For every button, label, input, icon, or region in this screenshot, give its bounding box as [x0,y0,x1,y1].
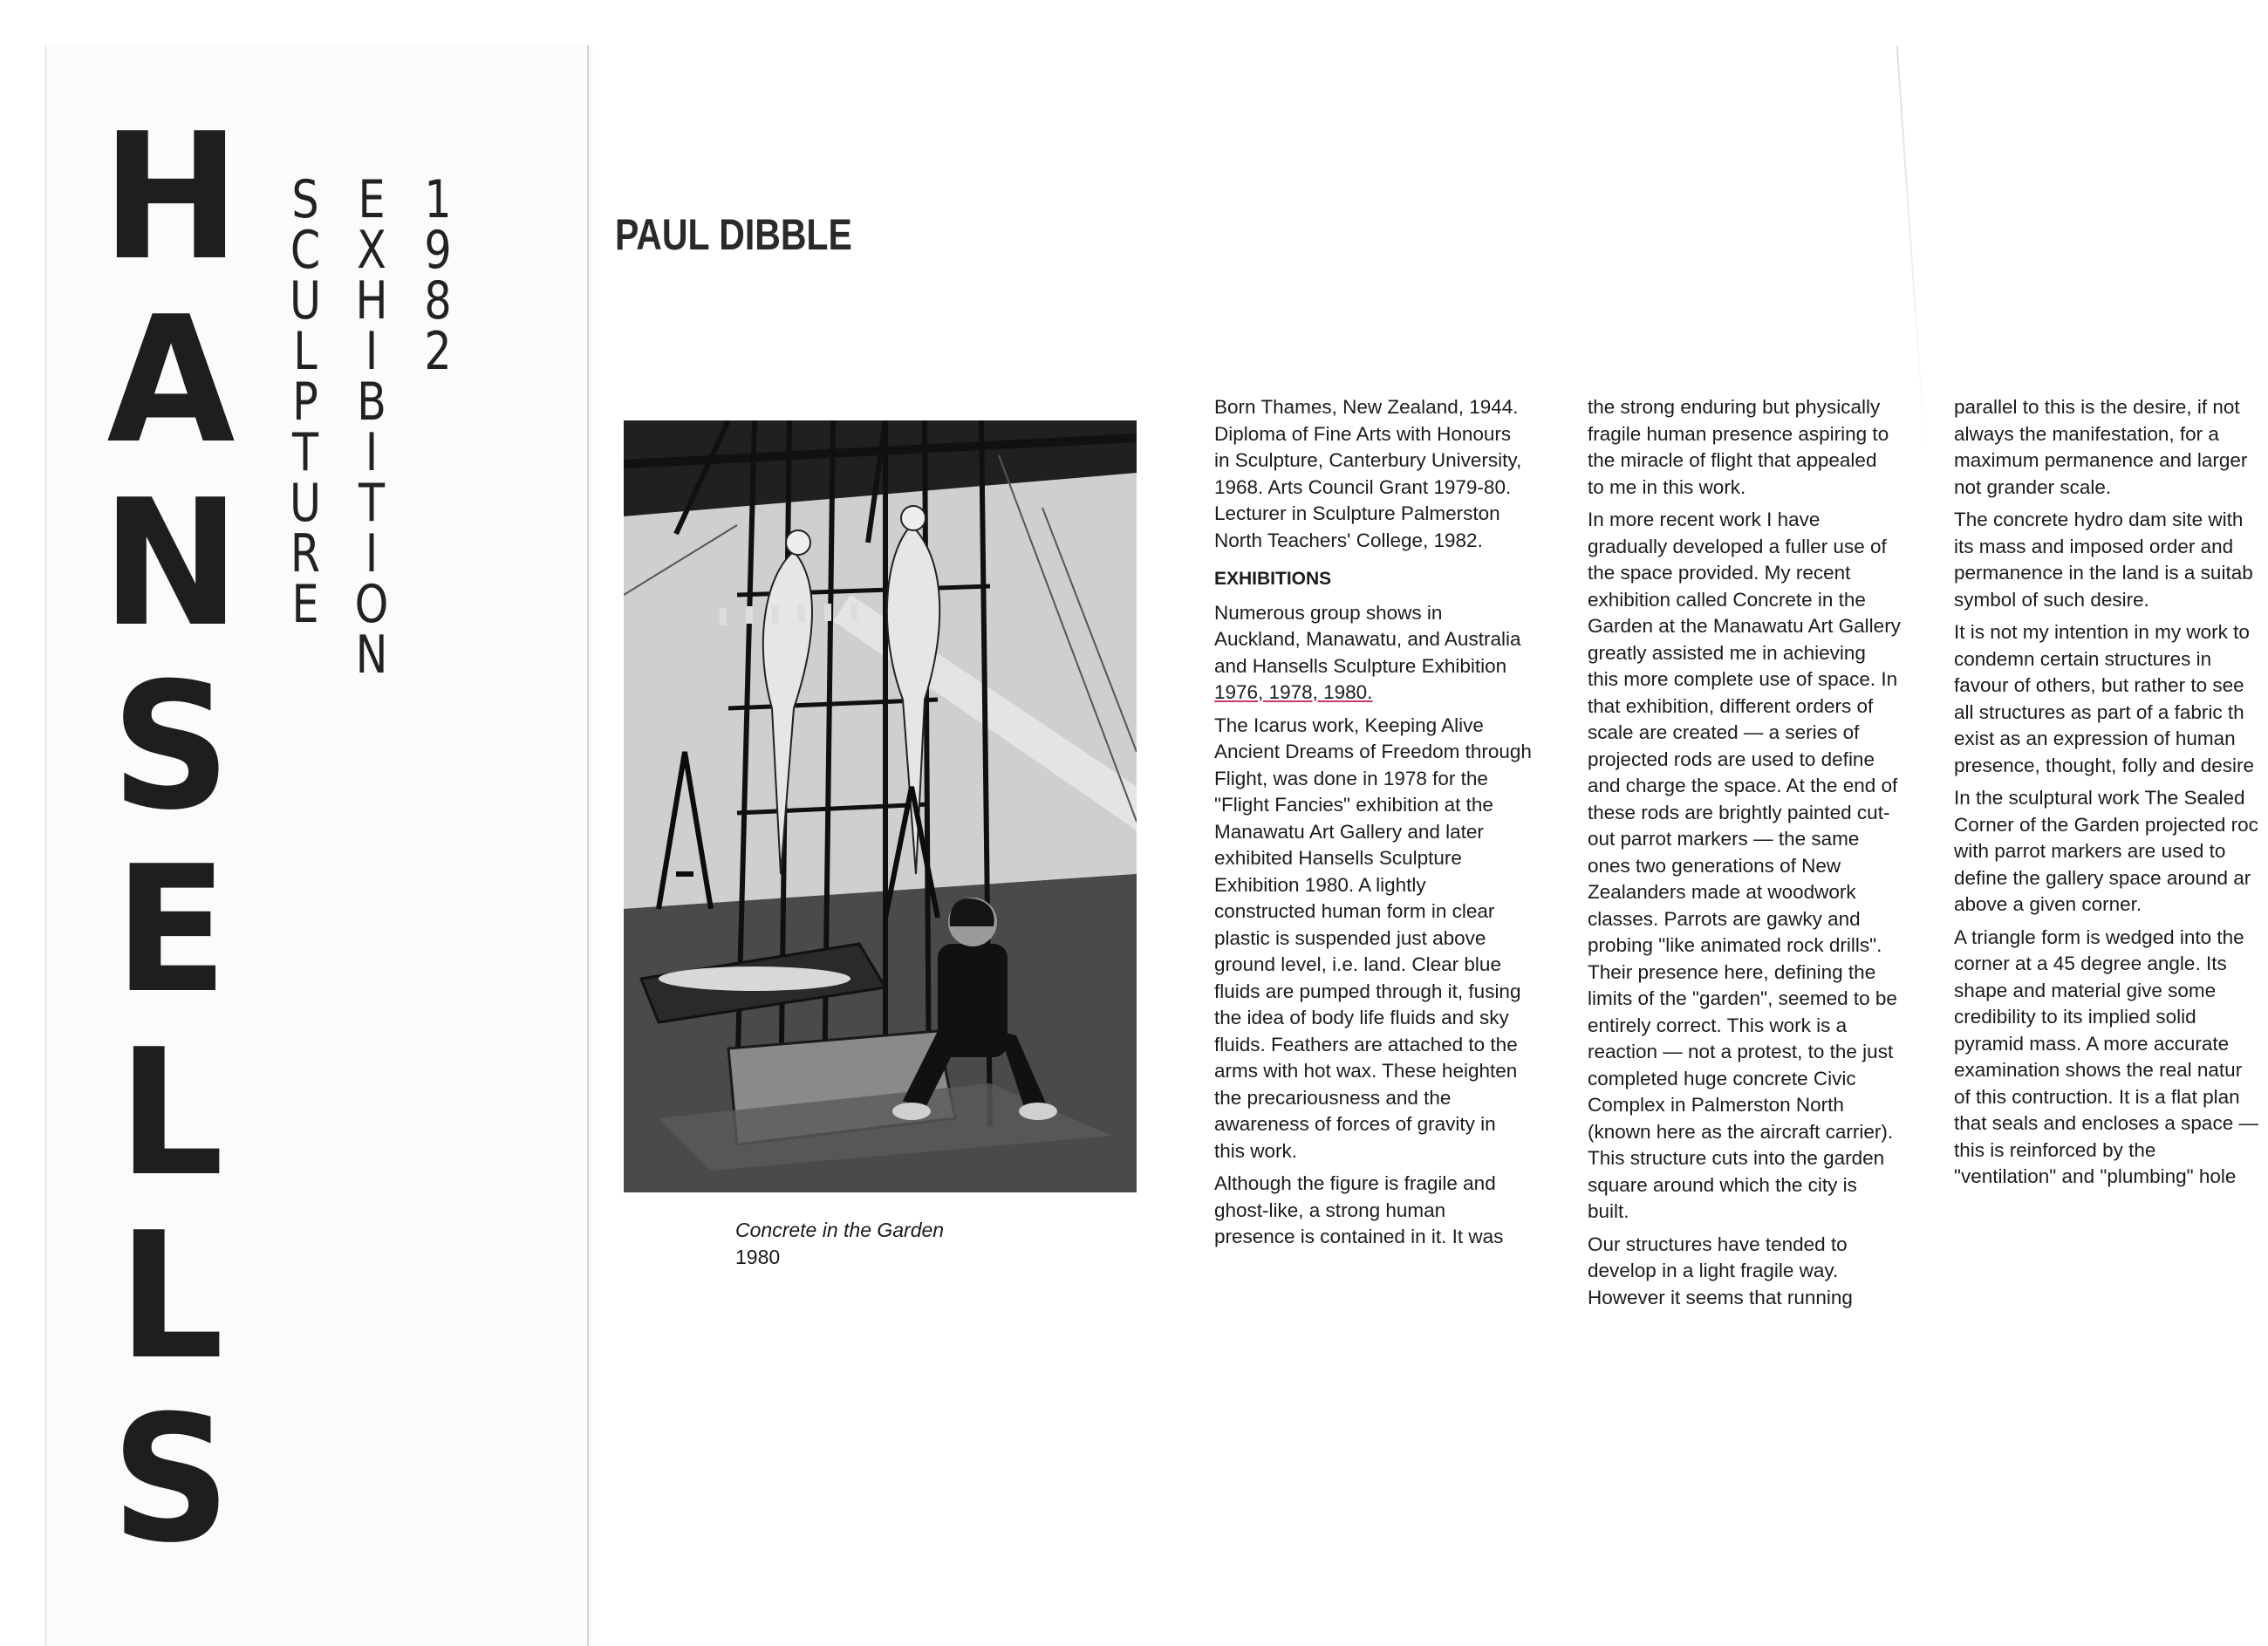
text-line: In more recent work I have [1588,509,1821,530]
text-line: this more complete use of space. In [1588,668,1898,690]
text-line: the strong enduring but physically [1588,396,1881,418]
text-line: its mass and imposed order and [1954,535,2234,557]
text-line: plastic is suspended just above [1214,926,1486,949]
text-line: shape and material give some [1954,979,2217,1001]
caption-title: Concrete in the Garden [735,1219,945,1241]
paragraph [1954,785,2268,919]
text-line: of this contruction. It is a flat plan [1954,1085,2240,1108]
title-letter: H [101,96,241,299]
text-line: classes. Parrots are gawky and [1588,907,1861,930]
year-digit: 9 [424,220,452,281]
text-line: ghost-like, a strong human [1214,1199,1446,1221]
exhibition-vertical-word [341,169,402,686]
paragraph [1954,507,2268,613]
text-line: projected rods are used to define [1588,748,1875,770]
sculpture-letter: U [289,270,322,331]
text-line: Our structures have tended to [1588,1233,1848,1255]
photo-caption [735,1217,944,1271]
paragraph [1588,507,1963,1226]
text-line: in Sculpture, Canterbury University, [1214,449,1522,471]
text-line: with parrot markers are used to [1954,840,2226,862]
text-line: limits of the "garden", seemed to be [1588,987,1897,1009]
text-line: completed huge concrete Civic [1588,1067,1856,1089]
text-line: that exhibition, different orders of [1588,694,1874,717]
text-line: The concrete hydro dam site with [1954,509,2244,530]
caption-year: 1980 [735,1246,781,1268]
text-line: maximum permanence and larger [1954,449,2248,471]
text-line: 1968. Arts Council Grant 1979-80. [1214,475,1512,498]
text-line: these rods are brightly painted cut- [1588,801,1890,823]
exhibition-letter: T [358,473,386,534]
text-line: presence, thought, folly and desire [1954,754,2254,776]
exhibition-letter: H [355,270,388,331]
text-line: and charge the space. At the end of [1588,775,1898,796]
text-line: ground level, i.e. land. Clear blue [1214,953,1501,975]
text-line: exist as an expression of human [1954,727,2236,749]
exhibition-letter: E [358,169,386,230]
title-letter: S [111,1378,231,1581]
year-digit: 8 [424,270,452,331]
title-letter: L [118,1012,224,1215]
text-line: Their presence here, defining the [1588,960,1876,983]
text-line: examination shows the real natur [1954,1059,2243,1081]
text-line: Exhibition 1980. A lightly [1214,873,1426,896]
text-line: Zealanders made at woodwork [1588,881,1856,903]
text-line: (known here as the aircraft carrier). [1588,1120,1894,1143]
text-column-2 [1588,394,1963,1317]
text-column-1 [1214,394,1589,1257]
text-line: arms with hot wax. These heighten [1214,1060,1518,1082]
text-line: Born Thames, New Zealand, 1944. [1214,396,1519,418]
text-line: Garden at the Manawatu Art Gallery [1588,615,1901,637]
text-line: fluids. Feathers are attached to the [1214,1033,1518,1055]
text-line: A triangle form is wedged into the [1954,925,2244,948]
text-line: awareness of forces of gravity in [1214,1113,1496,1135]
text-line: probing "like animated rock drills". [1588,934,1882,956]
text-line: the precariousness and the [1214,1086,1452,1109]
text-line: reaction — not a protest, to the just [1588,1041,1894,1062]
paragraph [1588,394,1963,501]
text-line: Corner of the Garden projected roc [1954,813,2258,836]
text-line: Manawatu Art Gallery and later [1214,820,1484,843]
hansells-vertical-title [88,96,254,1581]
text-line: built. [1588,1200,1629,1222]
sculpture-letter: C [290,220,321,281]
text-line: Auckland, Manawatu, and Australia [1214,628,1521,650]
text-line: Diploma of Fine Arts with Honours [1214,422,1512,445]
text-line: all structures as part of a fabric th [1954,700,2244,723]
exhibition-letter: I [365,523,379,584]
exhibitions-heading: EXHIBITIONS [1214,569,1332,589]
text-line: "Flight Fancies" exhibition at the [1214,794,1493,816]
text-line: exhibition called Concrete in the [1588,588,1866,611]
text-line: presence is contained in it. It was [1214,1226,1504,1247]
cover-panel [45,45,589,1646]
icarus-paragraph [1214,713,1589,1165]
text-line: However it seems that running [1588,1286,1853,1308]
title-letter: L [118,1195,224,1398]
text-line: credibility to its implied solid [1954,1006,2196,1028]
text-line: favour of others, but rather to see [1954,674,2244,696]
paragraph [1954,394,2268,501]
text-line: not grander scale. [1954,475,2112,498]
text-line: pyramid mass. A more accurate [1954,1032,2230,1055]
text-line: greatly assisted me in achieving [1588,641,1866,664]
text-line: the miracle of flight that appealed [1588,449,1877,471]
title-letter: N [101,462,241,666]
sculpture-letter: R [290,523,321,584]
text-line: fluids are pumped through it, fusing [1214,980,1521,1002]
text-line: Ancient Dreams of Freedom through [1214,741,1532,762]
text-line: permanence in the land is a suitab [1954,562,2253,584]
text-line: Lecturer in Sculpture Palmerston [1214,502,1500,524]
text-line: entirely correct. This work is a [1588,1014,1848,1036]
sculpture-letter: L [293,321,318,382]
page-title: PAUL DIBBLE [615,210,852,259]
text-line: Complex in Palmerston North [1588,1094,1844,1116]
text-line: It is not my intention in my work to [1954,621,2250,643]
text-line: gradually developed a fuller use of [1588,535,1887,557]
sculpture-letter: P [292,372,318,433]
text-line: constructed human form in clear [1214,900,1495,922]
text-line: Although the figure is fragile and [1214,1172,1496,1194]
year-vertical-word [407,169,468,382]
text-line: always the manifestation, for a [1954,422,2219,445]
text-line: develop in a light fragile way. [1588,1260,1839,1281]
text-line: In the sculptural work The Sealed [1954,787,2245,809]
exhibition-letter: B [357,372,386,433]
text-line: parallel to this is the desire, if not [1954,396,2240,418]
photo-illustration [624,420,1137,1192]
paragraph [1954,925,2268,1191]
bio-paragraph [1214,394,1589,554]
exhibition-letter: I [365,422,379,483]
year-digit: 1 [424,169,452,230]
title-letter: A [106,279,236,482]
text-line: fragile human presence aspiring to [1588,422,1889,445]
text-line: the space provided. My recent [1588,562,1851,584]
text-line: ones two generations of New [1588,854,1841,877]
title-letter: S [111,645,231,849]
text-line: define the gallery space around ar [1954,866,2251,889]
year-digit: 2 [424,321,452,382]
exhibition-letter: I [365,321,379,382]
sculpture-letter: T [291,422,319,483]
text-line: "ventilation" and "plumbing" hole [1954,1165,2237,1187]
text-line: square around which the city is [1588,1173,1857,1196]
text-line: Flight, was done in 1978 for the [1214,767,1488,789]
title-letter: E [114,829,228,1032]
sculpture-letter: S [291,169,319,230]
text-column-3 [1954,394,2268,1197]
exhibitions-paragraph [1214,600,1589,707]
paragraph [1588,1232,1963,1312]
figure-paragraph [1214,1171,1589,1251]
text-line-underlined: 1976, 1978, 1980. [1214,681,1373,703]
text-line: out parrot markers — the same [1588,828,1860,850]
paragraph [1954,619,2268,779]
sculpture-photograph [624,420,1137,1192]
text-line: This structure cuts into the garden [1588,1147,1885,1169]
text-line: this work. [1214,1139,1298,1162]
text-line: to me in this work. [1588,475,1746,498]
text-line: symbol of such desire. [1954,588,2149,611]
text-line: North Teachers' College, 1982. [1214,529,1483,551]
exhibition-letter: O [354,574,389,635]
exhibition-letter: X [357,220,386,281]
text-line: exhibited Hansells Sculpture [1214,847,1462,869]
text-line: above a given corner. [1954,893,2142,915]
sculpture-letter: U [289,473,322,534]
exhibition-letter: N [355,625,388,686]
sculpture-letter: E [291,574,319,635]
text-line: the idea of body life fluids and sky [1214,1007,1509,1028]
text-line: condemn certain structures in [1954,647,2212,670]
sculpture-vertical-word [275,169,336,635]
text-line: and Hansells Sculpture Exhibition [1214,654,1507,677]
text-line: corner at a 45 degree angle. Its [1954,953,2227,974]
text-line: Numerous group shows in [1214,601,1443,624]
text-line: this is reinforced by the [1954,1138,2156,1161]
text-line: The Icarus work, Keeping Alive [1214,714,1484,736]
text-line: that seals and encloses a space — [1954,1112,2258,1134]
text-line: scale are created — a series of [1588,721,1860,743]
